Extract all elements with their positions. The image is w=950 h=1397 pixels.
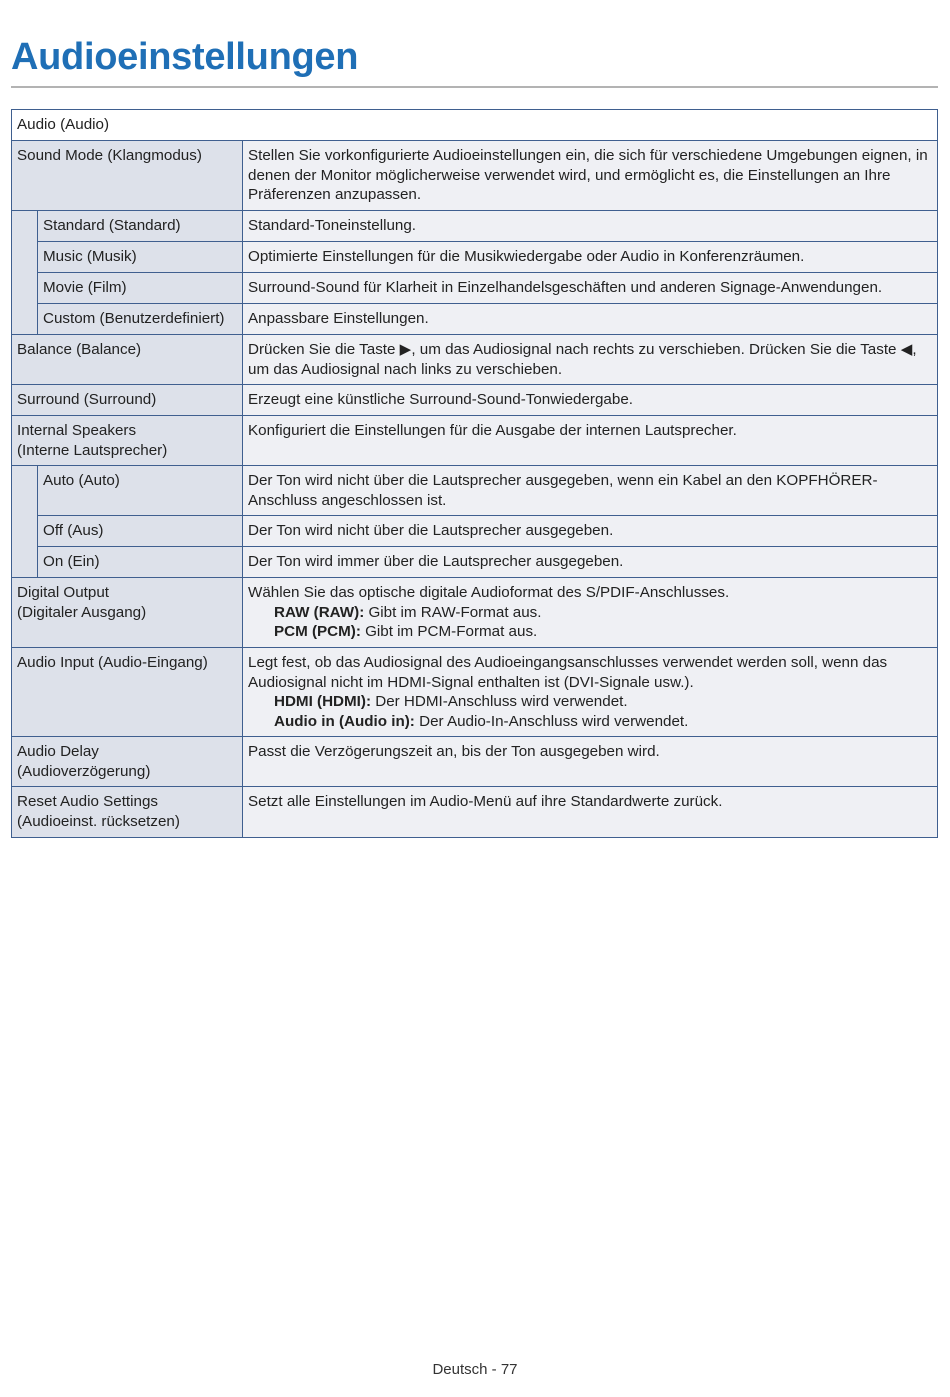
table-row-auto bbox=[12, 466, 938, 516]
desc-digital-output-text: Wählen Sie das optische digitale Audioformat des S/PDIF-Anschlusses. bbox=[248, 584, 730, 601]
desc-custom: Anpassbare Einstellungen. bbox=[243, 304, 938, 335]
desc-music: Optimierte Einstellungen für die Musikwiedergabe oder Audio in Konferenzräumen. bbox=[243, 242, 938, 273]
label-standard: Standard (Standard) bbox=[38, 211, 243, 242]
desc-reset-audio: Setzt alle Einstellungen im Audio-Menü auf ihre Standardwerte zurück. bbox=[243, 787, 938, 838]
table-row-movie bbox=[12, 273, 938, 304]
desc-audio-input bbox=[243, 648, 938, 737]
table-row-sound-mode bbox=[12, 141, 938, 211]
label-movie: Movie (Film) bbox=[38, 273, 243, 304]
label-on: On (Ein) bbox=[38, 547, 243, 578]
table-row-off bbox=[12, 516, 938, 547]
label-internal-speakers-line1: Internal Speakers bbox=[17, 422, 137, 439]
label-digital-output bbox=[12, 578, 243, 648]
label-music: Music (Musik) bbox=[38, 242, 243, 273]
option-raw-term: RAW (RAW): bbox=[274, 603, 365, 621]
option-raw bbox=[248, 603, 932, 623]
label-audio-delay-line1: Audio Delay bbox=[17, 743, 99, 760]
option-hdmi-text: Der HDMI-Anschluss wird verwendet. bbox=[371, 693, 628, 710]
label-internal-speakers bbox=[12, 416, 243, 466]
label-reset-audio-line1: Reset Audio Settings bbox=[17, 793, 158, 810]
label-audio-input: Audio Input (Audio-Eingang) bbox=[12, 648, 243, 737]
desc-off: Der Ton wird nicht über die Lautsprecher ausgegeben. bbox=[243, 516, 938, 547]
label-balance: Balance (Balance) bbox=[12, 335, 243, 385]
table-row-custom bbox=[12, 304, 938, 335]
page-title: Audioeinstellungen bbox=[11, 36, 359, 78]
desc-movie: Surround-Sound für Klarheit in Einzelhandelsgeschäften und anderen Signage-Anwendungen. bbox=[243, 273, 938, 304]
option-pcm-text: Gibt im PCM-Format aus. bbox=[360, 623, 538, 640]
indent-gutter-sound-mode bbox=[12, 211, 38, 335]
label-reset-audio-line2: (Audioeinst. rücksetzen) bbox=[17, 812, 180, 830]
option-audio-in-text: Der Audio-In-Anschluss wird verwendet. bbox=[414, 712, 689, 730]
label-reset-audio bbox=[12, 787, 243, 838]
desc-internal-speakers: Konfiguriert die Einstellungen für die Ausgabe der internen Lautsprecher. bbox=[243, 416, 938, 466]
option-hdmi-term: HDMI (HDMI): bbox=[274, 693, 372, 710]
option-audio-in-term: Audio in (Audio in): bbox=[274, 712, 415, 730]
label-audio-delay-line2: (Audioverzögerung) bbox=[17, 762, 151, 780]
option-pcm bbox=[248, 622, 932, 642]
desc-standard: Standard-Toneinstellung. bbox=[243, 211, 938, 242]
desc-on: Der Ton wird immer über die Lautsprecher ausgegeben. bbox=[243, 547, 938, 578]
table-row-standard bbox=[12, 211, 938, 242]
label-digital-output-line2: (Digitaler Ausgang) bbox=[17, 603, 147, 621]
option-audio-in bbox=[248, 712, 932, 732]
title-divider bbox=[11, 86, 938, 88]
desc-sound-mode: Stellen Sie vorkonfigurierte Audioeinstellungen ein, die sich für verschiedene Umgebungen eignen, in denen der Monitor möglicherweise verwendet wird, und ermöglicht es, die Einstellungen an Ihre Präferenzen anzupassen. bbox=[243, 141, 938, 211]
table-header-row bbox=[12, 110, 938, 141]
label-auto: Auto (Auto) bbox=[38, 466, 243, 516]
option-hdmi bbox=[248, 692, 932, 712]
desc-audio-delay: Passt die Verzögerungszeit an, bis der Ton ausgegeben wird. bbox=[243, 737, 938, 787]
desc-auto: Der Ton wird nicht über die Lautsprecher ausgegeben, wenn ein Kabel an den KOPFHÖRER-Anschluss angeschlossen ist. bbox=[243, 466, 938, 516]
table-row-balance bbox=[12, 335, 938, 385]
table-row-audio-delay bbox=[12, 737, 938, 787]
label-sound-mode: Sound Mode (Klangmodus) bbox=[12, 141, 243, 211]
desc-balance: Drücken Sie die Taste ▶, um das Audiosignal nach rechts zu verschieben. Drücken Sie die Taste ◀, um das Audiosignal nach links zu verschieben. bbox=[243, 335, 938, 385]
audio-settings-table bbox=[11, 109, 938, 838]
table-row-surround bbox=[12, 385, 938, 416]
label-surround: Surround (Surround) bbox=[12, 385, 243, 416]
desc-surround: Erzeugt eine künstliche Surround-Sound-Tonwiedergabe. bbox=[243, 385, 938, 416]
table-row-audio-input bbox=[12, 648, 938, 737]
table-header-audio: Audio (Audio) bbox=[12, 110, 938, 141]
desc-audio-input-text: Legt fest, ob das Audiosignal des Audioeingangsanschlusses verwendet werden soll, wenn das Audiosignal nicht im HDMI-Signal enthalten ist (DVI-Signale usw.). bbox=[248, 654, 888, 691]
label-off: Off (Aus) bbox=[38, 516, 243, 547]
table-row-internal-speakers bbox=[12, 416, 938, 466]
label-digital-output-line1: Digital Output bbox=[17, 584, 110, 601]
page-footer: Deutsch - 77 bbox=[432, 1361, 518, 1378]
label-audio-delay bbox=[12, 737, 243, 787]
label-custom: Custom (Benutzerdefiniert) bbox=[38, 304, 243, 335]
option-pcm-term: PCM (PCM): bbox=[274, 623, 361, 640]
label-internal-speakers-line2: (Interne Lautsprecher) bbox=[17, 441, 168, 459]
desc-digital-output bbox=[243, 578, 938, 648]
option-raw-text: Gibt im RAW-Format aus. bbox=[364, 603, 542, 621]
table-row-music bbox=[12, 242, 938, 273]
table-row-on bbox=[12, 547, 938, 578]
table-row-reset-audio bbox=[12, 787, 938, 838]
table-row-digital-output bbox=[12, 578, 938, 648]
indent-gutter-internal-speakers bbox=[12, 466, 38, 578]
